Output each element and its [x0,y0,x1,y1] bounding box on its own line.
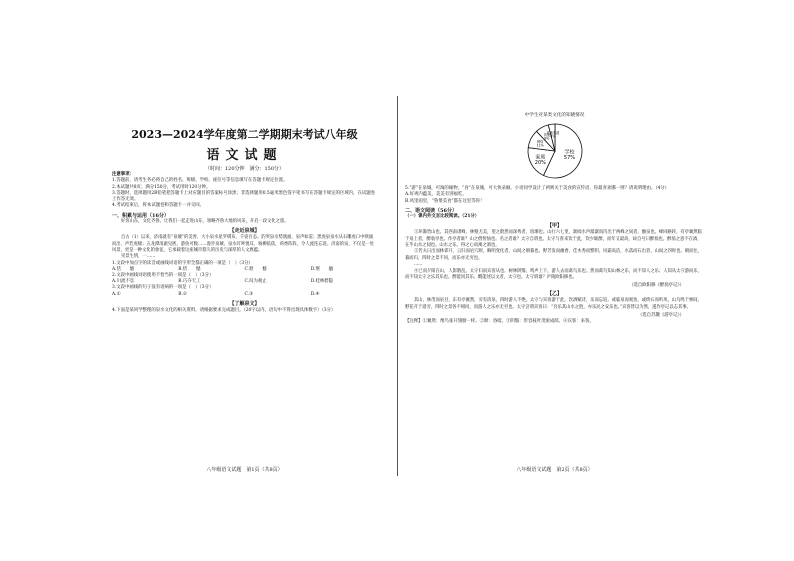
chart-container [405,112,704,186]
passage-yi-paragraph: 其山，林茂而泉甘，东有亭翼然，旁有清泉，四时游人不绝。太守与宾客游于此，饮酒赋诗，乐而忘返。或临泉而观鱼，或倚石而听风，山鸟鸣于林间，野花开于道旁，四时之景各不相同，而游人之乐亦无穷也。太守尝谓宾客曰：“吾乐其山水之胜，亦乐民之安乐也。”宾客皆以为然，遂作亭记以志其事。 [405,298,702,310]
reading-passage-end: 见景生情，一…… [121,254,156,260]
option: C.惬 憾 [244,267,267,273]
note-item: 3.答题时，选择题用2B铅笔把答题卡上对应题目的答案标号涂黑；非选择题用0.5毫米黑色签字笔书写在答题卡规定的区域内，在试题卷上作答无效。 [112,190,376,203]
pie-chart [515,120,595,182]
pie-label-4: 其他渠道 [546,131,559,136]
pie-value-4: 4% [549,134,555,139]
passage-yi-source: （选自苏辙《游亭记》） [637,313,684,319]
pie-value-3: 8% [543,136,549,141]
option: C.叹为观止 [244,279,267,285]
section-heading: 二、语文阅读（56分） [405,207,457,214]
option: B.② [178,291,187,297]
option: D.桂林碧隐 [310,279,334,285]
pie-label-1: 家庭 [534,154,545,161]
question-3: 3.文段中画线的句子没有语病的一项是（ ）（3分） [112,285,214,291]
option: A.① [112,291,121,297]
question-3-options [112,292,377,298]
note-item: 2.本试题共8页；满分150分，考试用时120分钟。 [112,184,211,190]
option: D.惬 撼 [310,267,334,273]
passage-jia-paragraph: ②若夫日出而林霏开，云归而岩穴暝，晦明变化者，山间之朝暮也。野芳发而幽香，佳木秀而繁阴，风霜高洁，水落而石出者，山间之四时也。朝而往，暮而归，四时之景不同，而乐亦无穷也。 [405,249,702,261]
passage-jia-title: 【甲】 [546,223,562,230]
passage-jia-source: （选自欧阳修《醉翁亭记》） [629,283,684,289]
passage-jia-paragraph: ④已而夕阳在山，人影散乱，太守归而宾客从也。树林阴翳，鸣声上下，游人去而禽鸟乐也。然而禽鸟知山林之乐，而不知人之乐；人知从太守游而乐，而不知太守之乐其乐也。醉能同其乐，醒能述以文者，太守也。太守谓谁？庐陵欧阳修也。 [405,268,702,281]
notes-title: 注意事项： [112,172,134,177]
subsection-heading: （一）课内外文言比较阅读。（21分） [405,213,480,219]
pie-value-2: 11% [536,143,544,148]
chart-title: 中学生对某类文化的知晓情况 [524,113,585,118]
option: B.风里雨里，“鲁菜美食”都在这里等你！ [405,198,485,204]
option: B.恬 憾 [178,267,201,273]
pie-label-3: 其他 [543,133,550,138]
page-footer: 八年级语文试题 第2页（共8页） [516,467,593,473]
reading-passage: 自古（1）以来，济南就有“泉城”的美誉，大小泉水星罗棋布，千姿百态。趵突泉水势汹涌，泉声如雷；黑虎泉泉水从石雕虎口中喷涌而出，声若虎啸；五龙潭清澈见底，游鱼可数……漫步泉城，泉水叮咚悦耳，杨柳依依，荷香阵阵，令人流连忘返。济南的泉，不仅是一处风景，更是一种文化的象征，它承载着这座城市悠久的历史与深厚的人文底蕴。 [112,235,375,253]
exam-page-2 [397,0,794,561]
passage-jia-paragraph: ①环滁皆山也。其西南诸峰，林壑尤美，望之蔚然而深秀者，琅琊也。山行六七里，渐闻水声潺潺而泻出于两峰之间者，酿泉也。峰回路转，有亭翼然临于泉上者，醉翁亭也。作亭者谁？山之僧智仙也。名之者谁？太守自谓也。太守与客来饮于此，饮少辄醉，而年又最高，故自号曰醉翁也。醉翁之意不在酒，在乎山水之间也。山水之乐，得之心而寓之酒也。 [405,230,702,248]
passage-yi-title: 【乙】 [546,291,562,298]
option: B.巧夺天工 [178,279,201,285]
question-4: 4.下面是某同学整理的泉水文化的相关资料，请根据要求完成题目。（20字以内，语句中不得出现具体数字）（3分） [112,307,336,313]
pie-value-0: 57% [563,154,575,161]
question-2: 2.文段中画线词语使用不恰当的一项是（ ）（3分） [112,273,214,279]
option: C.③ [244,291,254,297]
page-footer: 八年级语文试题 第1页（共8页） [206,467,283,473]
note-item: 4.考试结束后，将本试题卷和答题卡一并交回。 [112,203,205,209]
question-5: 5.“游”在泉城，可淘的缘物，“食”在泉城，可大快朵颐。小语同学设计了两则关于美食的宣传语，你最喜欢哪一则？请说明理由。（4分） [405,186,670,191]
reading-title: 【走近泉城】 [229,228,260,235]
question-1: 1.文段中加点字的读音或画线词语的字形全都正确的一项是（ ）（3分） [112,260,253,266]
intro-text: 好客山东，文化齐鲁。让我们一起走进山东，领略齐鲁大地的风采，开启一段文化之旅。 [121,218,289,224]
reading-title: 【了解泉文】 [229,300,260,307]
timing-info: （时间：120分钟 满分：150分） [204,166,285,172]
option: D.④ [310,291,320,297]
note-item: 1.答题前，请考生务必将自己的姓名、班级、学校、座位号等信息填写在答题卡规定位置。 [112,178,288,184]
pie-label-0: 学校 [563,149,575,156]
exam-title: 2023—2024学年度第二学期期末考试八年级 [131,128,358,141]
option: A.好鸡内蕴美，美美有别福吃。 [405,192,467,198]
subject-title: 语文试题 [206,148,283,163]
annotations: 【注释】①翼然：像鸟张开翅膀一样。②暝：昏暗。③阴翳：形容枝叶茂密成荫。④宾客：来客。 [405,319,594,325]
option: A.川流不息 [112,279,135,285]
passage-jia-ellipsis: …… [414,262,423,268]
pie-label-2: 网络 [536,140,543,145]
pie-value-1: 20% [534,159,546,166]
option: A.恬 憾 [112,267,135,273]
section-heading: 一、积累与运用（16分） [112,212,169,219]
